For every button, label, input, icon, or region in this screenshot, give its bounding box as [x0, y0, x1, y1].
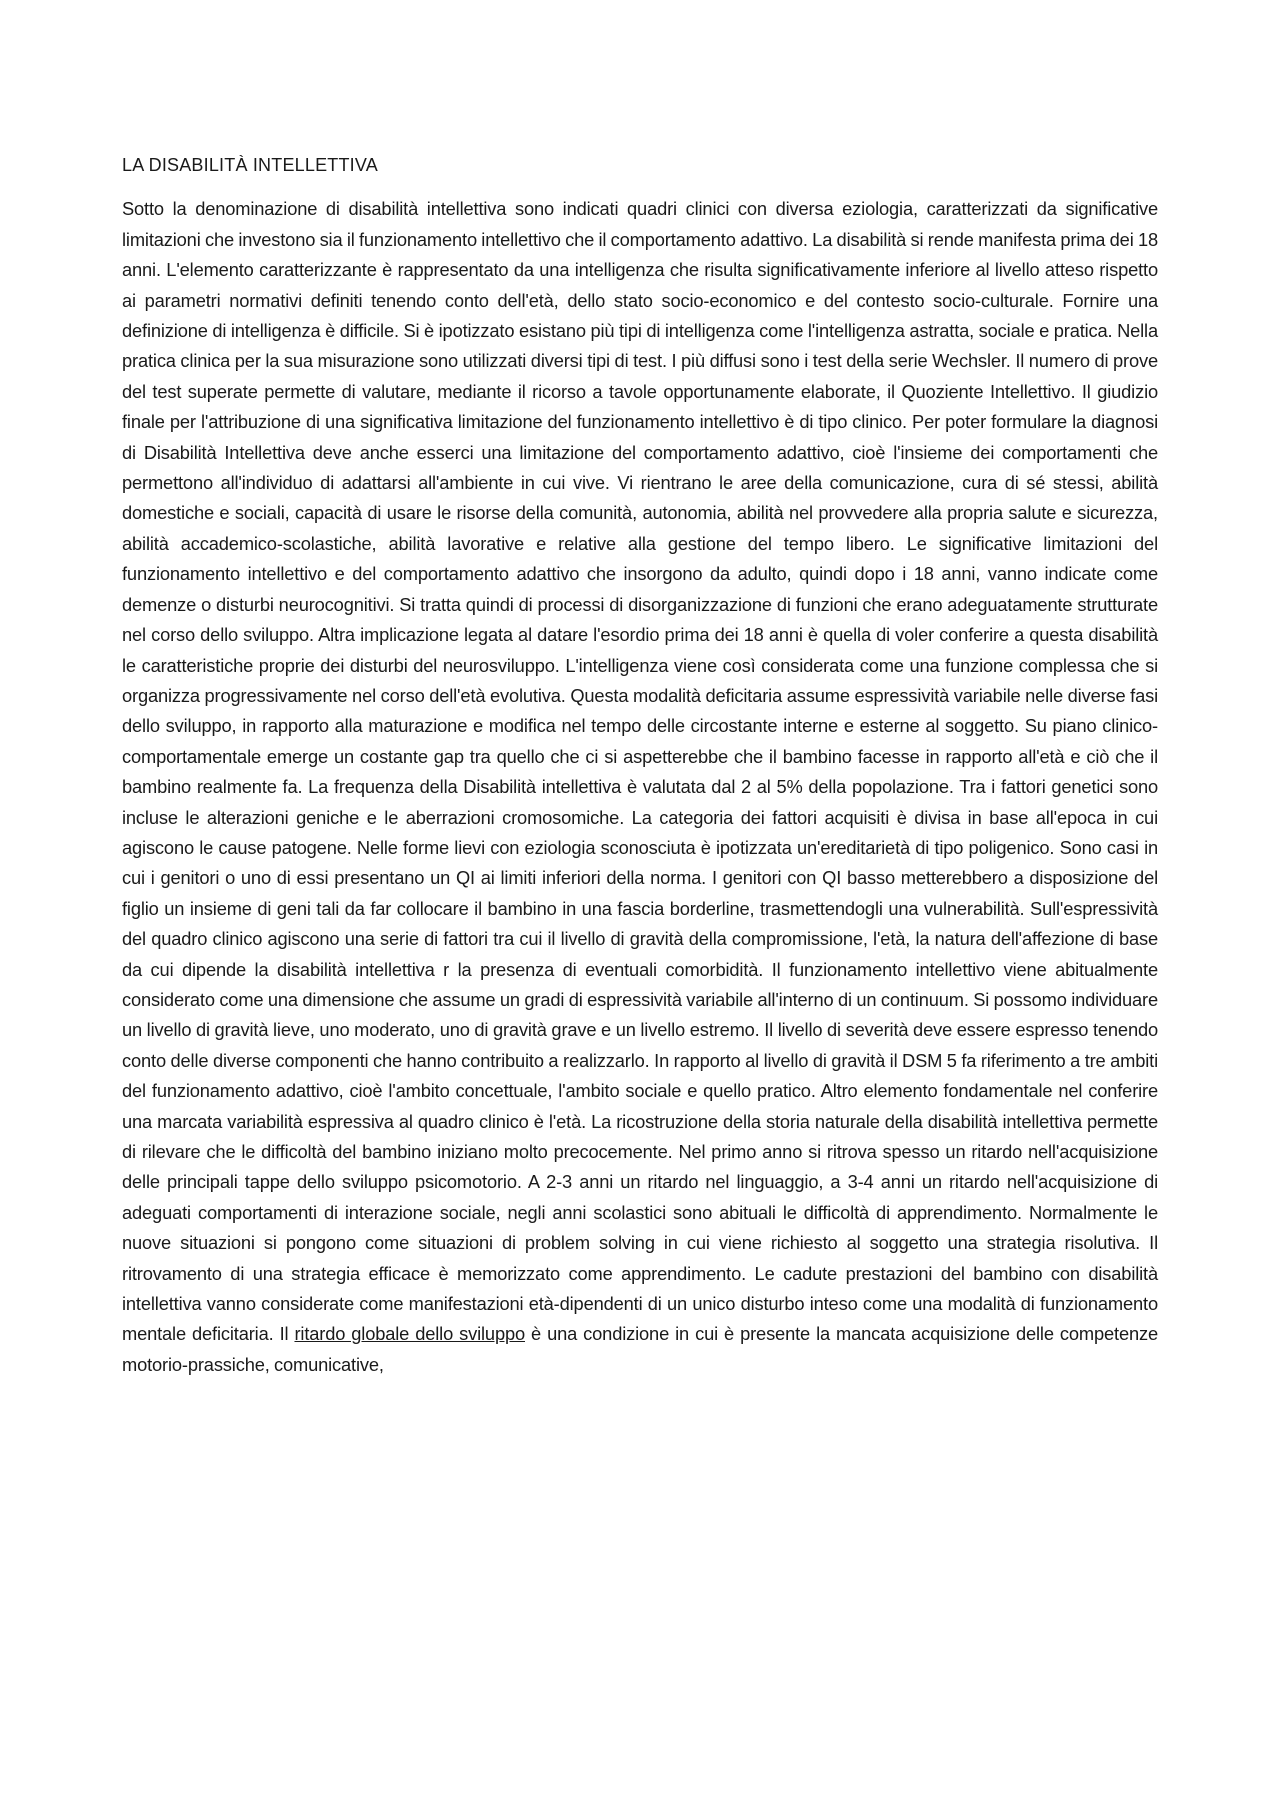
ritardo-globale-link[interactable]: ritardo globale dello sviluppo [294, 1323, 525, 1345]
document-content [122, 150, 1158, 1380]
document-title: LA DISABILITÀ INTELLETTIVA [122, 155, 378, 175]
body-text-after-link: è una condizione in cui è presente la mancata acquisizione delle competenze motorio-prassiche, comunicative, [122, 1323, 1158, 1375]
body-text-before-link: Sotto la denominazione di disabilità intellettiva sono indicati quadri clinici con diversa eziologia, caratterizzati da significative limitazioni che investono sia il funzionamento intellettivo che il comportamento adattivo. La disabilità si rende manifesta prima dei 18 anni. L'elemento caratterizzante è rappresentato da una intelligenza che risulta significativamente inferiore al livello atteso rispetto ai parametri normativi definiti tenendo conto dell'età, dello stato socio-economico e del contesto socio-culturale. Fornire una definizione di intelligenza è difficile. Si è ipotizzato esistano più tipi di intelligenza come l'intelligenza astratta, sociale e pratica. Nella pratica clinica per la sua misurazione sono utilizzati diversi tipi di test. I più diffusi sono i test della serie Wechsler. Il numero di prove del test superate permette di valutare, mediante il ricorso a tavole opportunamente elaborate, il Quoziente Intellettivo. Il giudizio finale per l'attribuzione di una significativa limitazione del funzionamento intellettivo è di tipo clinico. Per poter formulare la diagnosi di Disabilità Intellettiva deve anche esserci una limitazione del comportamento adattivo, cioè l'insieme dei comportamenti che permettono all'individuo di adattarsi all'ambiente in cui vive. Vi rientrano le aree della comunicazione, cura di sé stessi, abilità domestiche e sociali, capacità di usare le risorse della comunità, autonomia, abilità nel provvedere alla propria salute e sicurezza, abilità accademico-scolastiche, abilità lavorative e relative alla gestione del tempo libero. Le significative limitazioni del funzionamento intellettivo e del comportamento adattivo che insorgono da adulto, quindi dopo i 18 anni, vanno indicate come demenze o disturbi neurocognitivi. Si tratta quindi di processi di disorganizzazione di funzioni che erano adeguatamente strutturate nel corso dello sviluppo. Altra implicazione legata al datare l'esordio prima dei 18 anni è quella di voler conferire a questa disabilità le caratteristiche proprie dei disturbi del neurosviluppo. L'intelligenza viene così considerata come una funzione complessa che si organizza progressivamente nel corso dell'età evolutiva. Questa modalità deficitaria assume espressività variabile nelle diverse fasi dello sviluppo, in rapporto alla maturazione e modifica nel tempo delle circostante interne e esterne al soggetto. Su piano clinico-comportamentale emerge un costante gap tra quello che ci si aspetterebbe che il bambino facesse in rapporto all'età e ciò che il bambino realmente fa. La frequenza della Disabilità intellettiva è valutata dal 2 al 5% della popolazione. Tra i fattori genetici sono incluse le alterazioni geniche e le aberrazioni cromosomiche. La categoria dei fattori acquisiti è divisa in base all'epoca in cui agiscono le cause patogene. Nelle forme lievi con eziologia sconosciuta è ipotizzata un'ereditarietà di tipo poligenico. Sono casi in cui i genitori o uno di essi presentano un QI ai limiti inferiori della norma. I genitori con QI basso metterebbero a disposizione del figlio un insieme di geni tali da far collocare il bambino in una fascia borderline, trasmettendogli una vulnerabilità. Sull'espressività del quadro clinico agiscono una serie di fattori tra cui il livello di gravità della compromissione, l'età, la natura dell'affezione di base da cui dipende la disabilità intellettiva r la presenza di eventuali comorbidità. Il funzionamento intellettivo viene abitualmente considerato come una dimensione che assume un gradi di espressività variabile all'interno di un continuum. Si possomo individuare un livello di gravità lieve, uno moderato, uno di gravità grave e un livello estremo. Il livello di severità deve essere espresso tenendo conto delle diverse componenti che hanno contribuito a realizzarlo. In rapporto al livello di gravità il DSM 5 fa riferimento a tre ambiti del funzionamento adattivo, cioè l'ambito concettuale, l'ambito sociale e quello pratico. Altro elemento fondamentale nel conferire una marcata variabilità espressiva al quadro clinico è l'età. La ricostruzione della storia naturale della disabilità intellettiva permette di rilevare che le difficoltà del bambino iniziano molto precocemente. Nel primo anno si ritrova spesso un ritardo nell'acquisizione delle principali tappe dello sviluppo psicomotorio. A 2-3 anni un ritardo nel linguaggio, a 3-4 anni un ritardo nell'acquisizione di adeguati comportamenti di interazione sociale, negli anni scolastici sono abituali le difficoltà di apprendimento. Normalmente le nuove situazioni si pongono come situazioni di problem solving in cui viene richiesto al soggetto una strategia risolutiva. Il ritrovamento di una strategia efficace è memorizzato come apprendimento. Le cadute prestazioni del bambino con disabilità intellettiva vanno considerate come manifestazioni età-dipendenti di un unico disturbo inteso come una modalità di funzionamento mentale deficitaria. Il [122, 198, 1158, 1345]
document-body [122, 194, 1158, 1380]
